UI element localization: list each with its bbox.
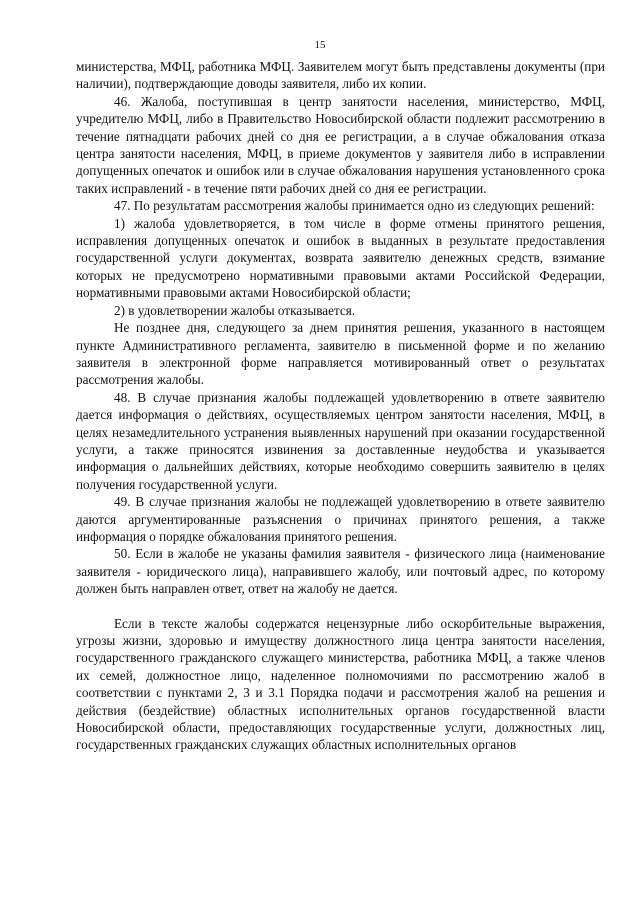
paragraph-46: 46. Жалоба, поступившая в центр занятости населения, министерство, МФЦ, учредителю МФЦ, либо в Правительство Новосибирской области подлежит рассмотрению в течение пятнадцати рабочих дней со дня ее регистрации, а в случае обжалования отказа центра занятости населения, МФЦ, в приеме документов у заявителя либо в исправлении допущенных опечаток и ошибок или в случае обжалования нарушения установленного срока таких исправлений - в течение пяти рабочих дней со дня ее регистрации. <box>76 93 605 196</box>
paragraph-50: 50. Если в жалобе не указаны фамилия заявителя - физического лица (наименование заявителя - юридического лица), направившего жалобу, или почтовый адрес, по которому должен быть направлен ответ, ответ на жалобу не дается. <box>76 546 605 597</box>
page-number: 15 <box>314 39 326 51</box>
paragraph-48: 48. В случае признания жалобы подлежащей удовлетворению в ответе заявителю дается информация о действиях, осуществляемых центром занятости населения, МФЦ, в целях незамедлительного устранения выявленных нарушений при оказании государственной услуги, а также приносятся извинения за доставленные неудобства и указывается информация о дальнейших действиях, которые необходимо совершить заявителю в целях получения государственной услуги. <box>76 389 605 492</box>
list-item-2: 2) в удовлетворении жалобы отказывается. <box>114 302 356 318</box>
paragraph-47: 47. По результатам рассмотрения жалобы принимается одно из следующих решений: <box>114 198 595 214</box>
document-body <box>76 58 605 754</box>
paragraph-50-offensive: Если в тексте жалобы содержатся нецензурные либо оскорбительные выражения, угрозы жизни, здоровью и имуществу должностного лица центра занятости населения, государственного гражданского служащего министерства, работника МФЦ, а также членов их семей, должностное лицо, наделенное полномочиями по рассмотрению жалоб в соответствии с пунктами 2, 3 и 3.1 Порядка подачи и рассмотрения жалоб на решения и действия (бездействие) областных исполнительных органов государственной власти Новосибирской области, предоставляющих государственные услуги, должностных лиц, государственных гражданских служащих областных исполнительных органов <box>76 615 605 753</box>
paragraph-49: 49. В случае признания жалобы не подлежащей удовлетворению в ответе заявителю даются аргументированные разъяснения о причинах принятого решения, а также информация о порядке обжалования принятого решения. <box>76 494 605 544</box>
list-item-1: 1) жалоба удовлетворяется, в том числе в форме отмены принятого решения, исправления допущенных опечаток и ошибок в выданных в результате предоставления государственной услуги документах, возврата заявителю денежных средств, взимание которых не предусмотрено нормативными правовыми актами Российской Федерации, нормативными правовыми актами Новосибирской области; <box>76 215 605 301</box>
paragraph-47-response: Не позднее дня, следующего за днем принятия решения, указанного в настоящем пункте Административного регламента, заявителю в письменной форме и по желанию заявителя в электронной форме направляется мотивированный ответ о результатах рассмотрения жалобы. <box>76 320 605 388</box>
paragraph-continuation: министерства, МФЦ, работника МФЦ. Заявителем могут быть представлены документы (при наличии), подтверждающие доводы заявителя, либо их копии. <box>76 59 605 92</box>
